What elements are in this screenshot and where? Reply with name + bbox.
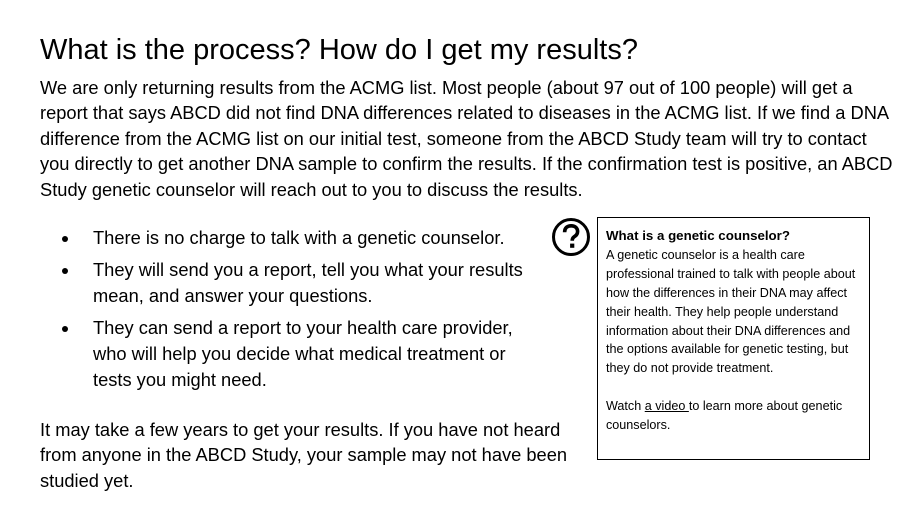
watch-suffix: to learn more about genetic counselors. <box>606 399 843 433</box>
bullet-icon <box>62 268 68 274</box>
bullet-item <box>62 257 542 309</box>
page-title: What is the process? How do I get my results? <box>40 34 638 66</box>
genetic-counselor-callout <box>597 217 870 460</box>
outro-paragraph: It may take a few years to get your results. If you have not heard from anyone in the ABCD Study, your sample may not have been studied yet. <box>40 419 568 491</box>
intro-paragraph: We are only returning results from the ACMG list. Most people (about 97 out of 100 people) will get a report that says ABCD did not find DNA differences related to diseases in the ACMG list. If we find a DNA difference from the ACMG list on our initial test, someone from the ABCD Study team will try to contact you directly to get another DNA sample to confirm the results. If the confirmation test is positive, an ABCD Study genetic counselor will reach out to you to discuss the results. <box>40 77 893 200</box>
callout-text: A genetic counselor is a health care professional trained to talk with people about how the differences in their DNA may affect their health. They help people understand information about their DNA differences and the options available for genetic testing, but they do not provide treatment. <box>606 247 856 376</box>
bullet-text: They can send a report to your health care provider, who will help you decide what medical treatment or tests you might need. <box>93 317 513 390</box>
bullet-icon <box>62 326 68 332</box>
bullet-icon <box>62 236 68 242</box>
callout-watch-text <box>606 397 861 435</box>
bullet-item <box>62 225 542 251</box>
question-circle-icon <box>551 217 591 257</box>
bullet-text: They will send you a report, tell you what your results mean, and answer your questions. <box>93 259 523 306</box>
watch-prefix: Watch <box>606 399 645 414</box>
video-link[interactable]: a video <box>644 399 689 414</box>
callout-title: What is a genetic counselor? <box>606 228 790 243</box>
bullet-list <box>62 225 542 399</box>
bullet-text: There is no charge to talk with a genetic counselor. <box>93 227 505 248</box>
bullet-item <box>62 315 542 393</box>
